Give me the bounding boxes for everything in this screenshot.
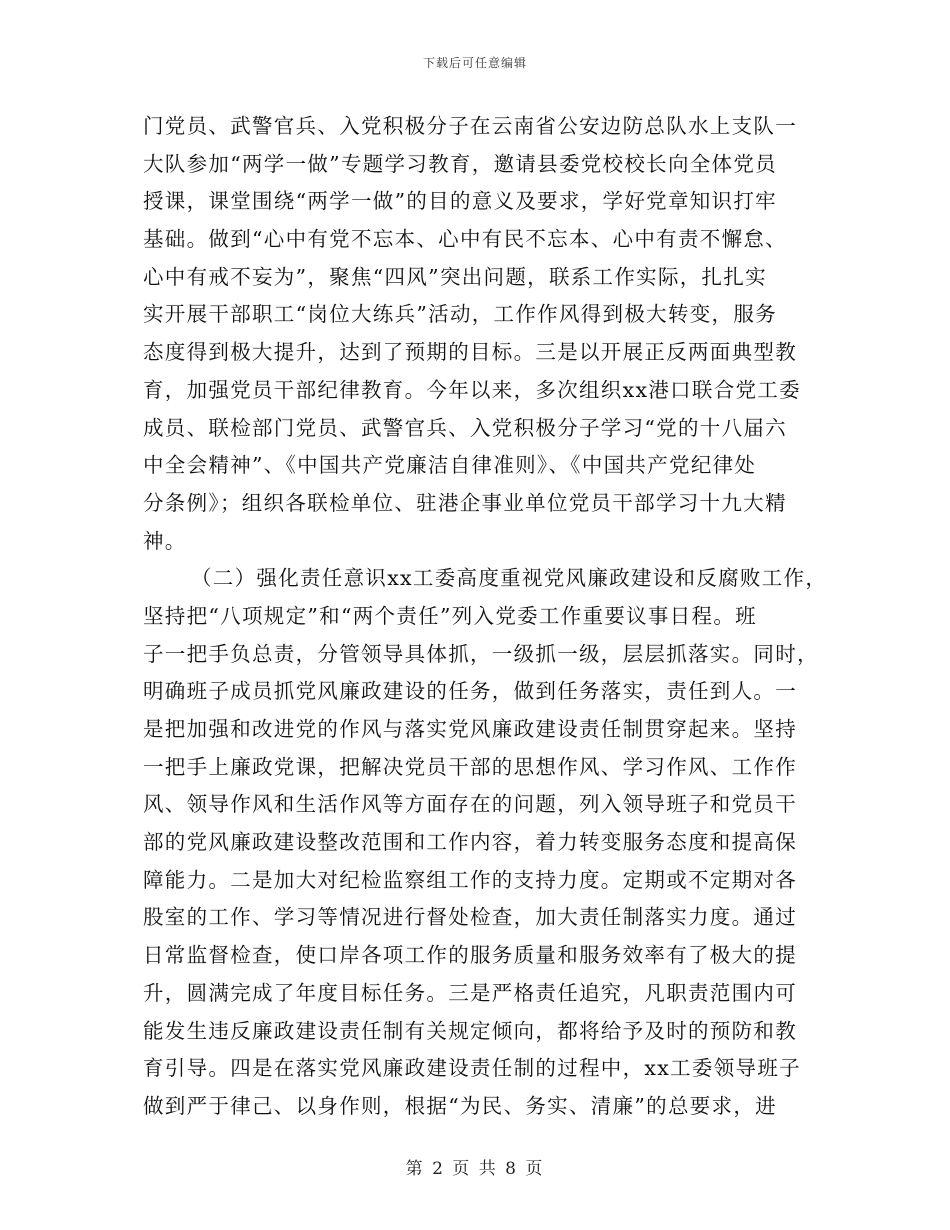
text-line: 中全会精神”、《中国共产党廉洁自律准则》、《中国共产党纪律处 [143,453,757,478]
text-line: 障能力。二是加大对纪检监察组工作的支持力度。定期或不定期对各 [143,867,797,892]
text-line: 明确班子成员抓党风廉政建设的任务，做到任务落实，责任到人。一 [143,679,797,704]
text-line: 坚持把“八项规定”和“两个责任”列入党委工作重要议事日程。班 [143,603,757,628]
document-body [143,108,828,1126]
text-line: 一把手上廉政党课，把解决党员干部的思想作风、学习作风、工作作 [143,754,797,779]
text-line: 育引导。四是在落实党风廉政建设责任制的过程中，xx工委领导班子 [143,1056,801,1081]
text-line: 门党员、武警官兵、入党积极分子在云南省公安边防总队水上支队一 [143,114,797,138]
text-line: 日常监督检查，使口岸各项工作的服务质量和服务效率有了极大的提 [143,943,797,968]
text-line: 做到严于律己、以身作则，根据“为民、务实、清廉”的总要求，进 [143,1093,777,1118]
text-line: 神。 [143,528,187,553]
text-line: 实开展干部职工“岗位大练兵”活动，工作作风得到极大转变，服务 [143,302,777,327]
text-line: 成员、联检部门党员、武警官兵、入党积极分子学习“党的十八届六 [143,415,787,440]
text-line: 能发生违反廉政建设责任制有关规定倾向，都将给予及时的预防和教 [143,1018,797,1043]
text-line: 分条例》；组织各联检单位、驻港企事业单位党员干部学习十九大精 [143,490,787,515]
text-line: 心中有戒不妄为”，聚焦“四风”突出问题，联系工作实际，扎扎实 [143,264,767,289]
text-line: 是把加强和改进党的作风与落实党风廉政建设责任制贯穿起来。坚持 [143,717,797,741]
text-line: 授课，课堂围绕“两学一做”的目的意义及要求，学好党章知识打牢 [143,189,777,214]
text-line: 子一把手负总责，分管领导具体抓，一级抓一级，层层抓落实。同时， [143,641,819,666]
text-line: 大队参加“两学一做”专题学习教育，邀请县委党校校长向全体党员 [143,151,777,176]
text-line: 股室的工作、学习等情况进行督处检查，加大责任制落实力度。通过 [143,905,797,930]
text-line: 态度得到极大提升，达到了预期的目标。三是以开展正反两面典型教 [143,340,797,365]
page-number: 第 2 页 共 8 页 [405,1159,545,1179]
text-line: 育，加强党员干部纪律教育。今年以来，多次组织xx港口联合党工委 [143,377,801,402]
section-heading-line: （二）强化责任意识xx工委高度重视党风廉政建设和反腐败工作， [191,566,828,591]
text-line: 部的党风廉政建设整改范围和工作内容，着力转变服务态度和提高保 [143,830,797,855]
text-line: 基础。做到“心中有党不忘本、心中有民不忘本、心中有责不懈怠、 [143,227,787,252]
page-header-note: 下载后可任意编辑 [422,56,527,70]
text-line: 升，圆满完成了年度目标任务。三是严格责任追究，凡职责范围内可 [143,980,797,1005]
text-line: 风、领导作风和生活作风等方面存在的问题，列入领导班子和党员干 [143,792,797,817]
